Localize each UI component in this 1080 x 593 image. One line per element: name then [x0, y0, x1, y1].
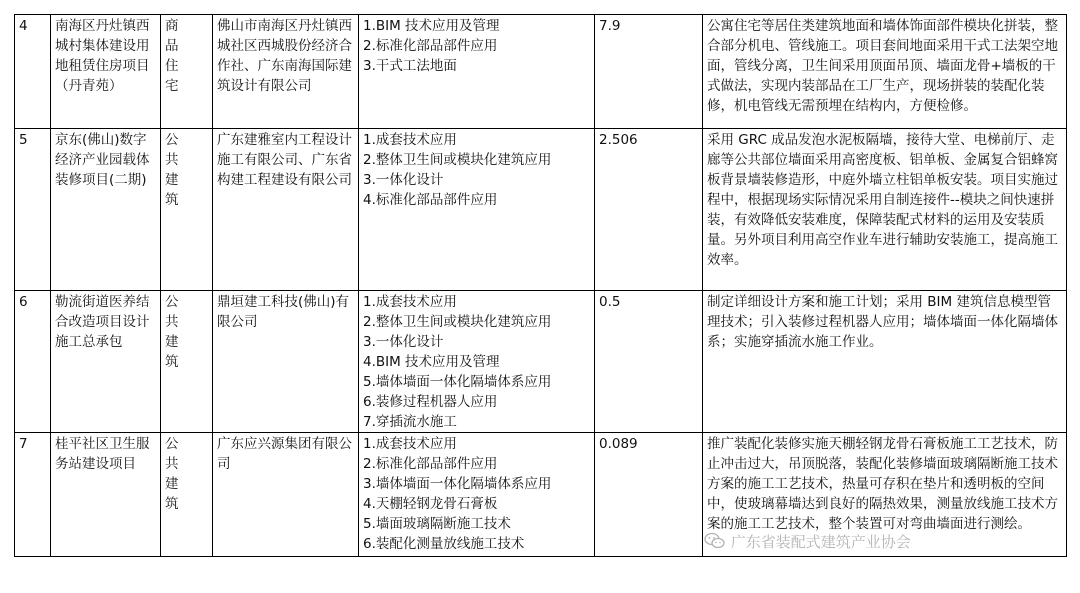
technology-item: 6.装配化测量放线施工技术	[363, 536, 525, 552]
document-page	[14, 14, 1066, 557]
technology-item: 5.墙体墙面一体化隔墙体系应用	[363, 374, 552, 390]
area-value: 0.5	[595, 291, 703, 433]
technology-list	[359, 15, 595, 129]
technology-item: 7.穿插流水施工	[363, 414, 457, 430]
technology-item: 5.墙面玻璃隔断施工技术	[363, 516, 511, 532]
area-value: 2.506	[595, 129, 703, 291]
organization: 广东应兴源集团有限公司	[213, 433, 359, 557]
table-row	[15, 291, 1067, 433]
technology-item: 3.一体化设计	[363, 172, 444, 188]
project-description: 推广装配化装修实施天棚轻钢龙骨石膏板施工工艺技术，防止冲击过大，吊顶脱落，装配化装修墙面玻璃隔断施工技术方案的施工工艺技术，热量可存积在垫片和透明板的空间中，使玻璃幕墙达到良好的隔热效果，测量放线施工技术方案的施工工艺技术，整个装置可对弯曲墙面进行测绘。	[703, 433, 1067, 557]
project-name: 京东(佛山)数字经济产业园载体装修项目(二期)	[51, 129, 161, 291]
project-type: 商品住宅	[161, 15, 213, 129]
table-row	[15, 129, 1067, 291]
project-name: 桂平社区卫生服务站建设项目	[51, 433, 161, 557]
technology-list	[359, 291, 595, 433]
area-value: 0.089	[595, 433, 703, 557]
technology-item: 1.成套技术应用	[363, 132, 457, 148]
area-value: 7.9	[595, 15, 703, 129]
project-description: 采用 GRC 成品发泡水泥板隔墙，接待大堂、电梯前厅、走廊等公共部位墙面采用高密度板、铝单板、金属复合铝蜂窝板背景墙装修造形，中庭外墙立柱铝单板安装。项目实施过程中，根据现场实际情况采用自制连接件--模块之间快速拼装，有效降低安装难度，保障装配式材料的运用及安装质量。另外项目利用高空作业车进行辅助安装施工，提高施工效率。	[703, 129, 1067, 291]
organization: 鼎垣建工科技(佛山)有限公司	[213, 291, 359, 433]
project-type: 公共建筑	[161, 433, 213, 557]
technology-item: 4.BIM 技术应用及管理	[363, 354, 500, 370]
project-type: 公共建筑	[161, 291, 213, 433]
technology-item: 3.干式工法地面	[363, 58, 457, 74]
technology-item: 1.成套技术应用	[363, 294, 457, 310]
organization: 广东建雅室内工程设计施工有限公司、广东省构建工程建设有限公司	[213, 129, 359, 291]
row-number: 7	[15, 433, 51, 557]
watermark-text: 广东省装配式建筑产业协会	[730, 533, 911, 551]
table-body	[15, 15, 1067, 557]
technology-list	[359, 129, 595, 291]
technology-item: 3.墙体墙面一体化隔墙体系应用	[363, 476, 552, 492]
technology-item: 4.天棚轻钢龙骨石膏板	[363, 496, 498, 512]
project-type: 公共建筑	[161, 129, 213, 291]
table-row	[15, 15, 1067, 129]
project-description: 制定详细设计方案和施工计划；采用 BIM 建筑信息模型管理技术；引入装修过程机器人应用；墙体墙面一体化隔墙体系；实施穿插流水施工作业。	[703, 291, 1067, 433]
row-number: 4	[15, 15, 51, 129]
watermark	[704, 531, 1054, 557]
project-table	[14, 14, 1067, 557]
project-name: 勒流街道医养结合改造项目设计施工总承包	[51, 291, 161, 433]
organization: 佛山市南海区丹灶镇西城社区西城股份经济合作社、广东南海国际建筑设计有限公司	[213, 15, 359, 129]
technology-item: 4.标准化部品部件应用	[363, 192, 498, 208]
technology-list	[359, 433, 595, 557]
row-number: 6	[15, 291, 51, 433]
project-description: 公寓住宅等居住类建筑地面和墙体饰面部件模块化拼装，整合部分机电、管线施工。项目套间地面采用干式工法架空地面，管线分离，卫生间采用顶面吊顶、墙面龙骨+墙板的干式做法，实现内装部品在工厂生产，现场拼装的装配化装修，机电管线无需预埋在结构内，方便检修。	[703, 15, 1067, 129]
technology-item: 6.装修过程机器人应用	[363, 394, 498, 410]
technology-item: 2.整体卫生间或模块化建筑应用	[363, 314, 552, 330]
technology-item: 2.标准化部品部件应用	[363, 456, 498, 472]
technology-item: 1.BIM 技术应用及管理	[363, 18, 500, 34]
technology-item: 2.标准化部品部件应用	[363, 38, 498, 54]
row-number: 5	[15, 129, 51, 291]
project-name: 南海区丹灶镇西城村集体建设用地租赁住房项目（丹青苑）	[51, 15, 161, 129]
wechat-icon	[704, 532, 726, 554]
technology-item: 2.整体卫生间或模块化建筑应用	[363, 152, 552, 168]
technology-item: 1.成套技术应用	[363, 436, 457, 452]
technology-item: 3.一体化设计	[363, 334, 444, 350]
